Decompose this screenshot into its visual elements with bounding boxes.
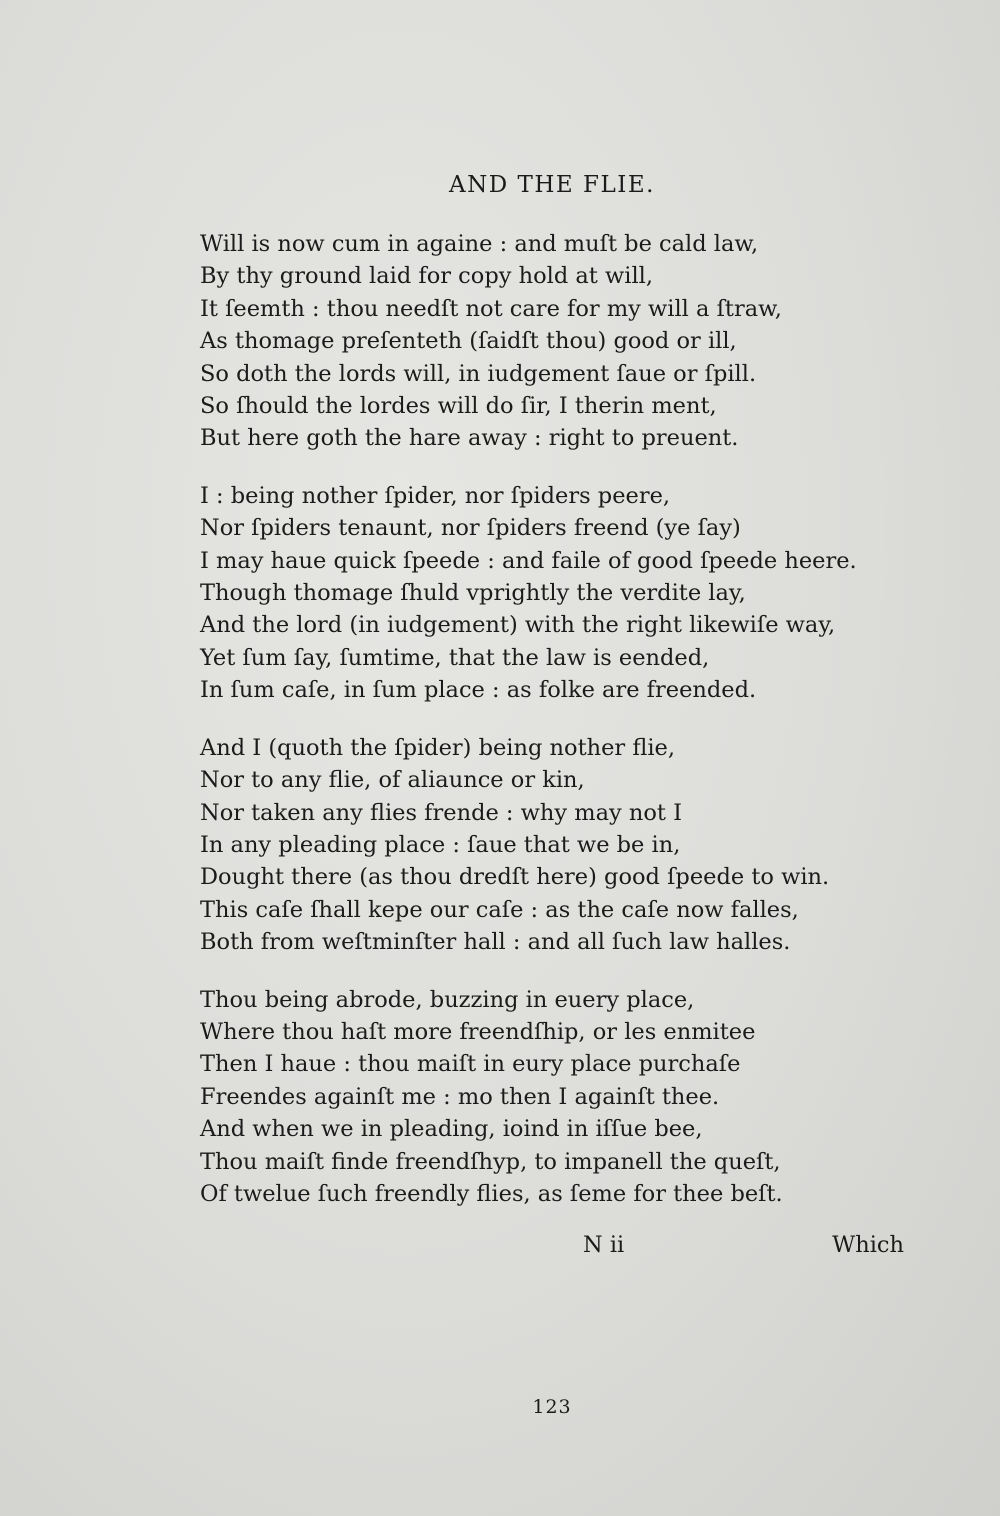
poem-line: Freendes againſt me : mo then I againſt thee. xyxy=(200,1083,720,1110)
page-number: 123 xyxy=(532,1396,572,1418)
page-footer xyxy=(0,1232,1000,1266)
poem-line: So ſhould the lordes will do ſir, I therin ment, xyxy=(200,393,717,420)
catchword: Which xyxy=(832,1232,904,1258)
poem-line: Nor to any flie, of aliaunce or kin, xyxy=(200,767,585,794)
poem-line: Thou being abrode, buzzing in euery place, xyxy=(200,986,695,1013)
poem-line: As thomage preſenteth (ſaidſt thou) good or ill, xyxy=(200,328,737,355)
stanza-3 xyxy=(200,732,920,959)
poem-line: It ſeemth : thou needſt not care for my will a ſtraw, xyxy=(200,295,782,322)
poem-line: I : being nother ſpider, nor ſpiders peere, xyxy=(200,482,671,509)
poem-line: Then I haue : thou maiſt in eury place purchaſe xyxy=(200,1051,741,1078)
poem-line: Nor taken any flies frende : why may not I xyxy=(200,799,683,826)
poem-line: This caſe ſhall kepe our caſe : as the caſe now falles, xyxy=(200,896,799,923)
poem-line: Will is now cum in againe : and muſt be cald law, xyxy=(200,231,759,257)
stanza-4 xyxy=(200,984,920,1211)
page-title: AND THE FLIE. xyxy=(449,172,655,198)
poem-line: Of twelue ſuch freendly flies, as ſeme for thee beſt. xyxy=(200,1180,783,1207)
poem-line: Though thomage ſhuld vprightly the verdite lay, xyxy=(200,580,746,607)
signature-mark: N ii xyxy=(583,1232,625,1258)
stanza-2 xyxy=(200,480,920,707)
poem-line: Where thou haſt more freendſhip, or les enmitee xyxy=(200,1018,756,1045)
poem-line: But here goth the hare away : right to preuent. xyxy=(200,425,739,452)
poem-line: And when we in pleading, ioind in iſſue bee, xyxy=(200,1116,703,1143)
poem-line: Dought there (as thou dredſt here) good ſpeede to win. xyxy=(200,864,830,891)
poem-line: In any pleading place : ſaue that we be in, xyxy=(200,831,681,858)
poem-line: In ſum caſe, in ſum place : as folke are freended. xyxy=(200,677,757,704)
poem-line: By thy ground laid for copy hold at will, xyxy=(200,263,653,290)
poem-line: Nor ſpiders tenaunt, nor ſpiders freend (ye ſay) xyxy=(200,515,741,542)
poem-line: Thou maiſt finde freendſhyp, to impanell the queſt, xyxy=(200,1148,781,1175)
stanza-1 xyxy=(200,228,920,455)
poem-line: So doth the lords will, in iudgement ſaue or ſpill. xyxy=(200,360,757,387)
poem-line: Yet ſum ſay, ſumtime, that the law is eended, xyxy=(200,644,710,671)
poem-body xyxy=(200,228,920,1235)
poem-line: And I (quoth the ſpider) being nother flie, xyxy=(200,734,675,761)
poem-line: Both from weſtminſter hall : and all ſuch law halles. xyxy=(200,929,791,956)
poem-line: And the lord (in iudgement) with the right likewiſe way, xyxy=(200,612,836,639)
poem-line: I may haue quick ſpeede : and faile of good ſpeede heere. xyxy=(200,547,857,574)
